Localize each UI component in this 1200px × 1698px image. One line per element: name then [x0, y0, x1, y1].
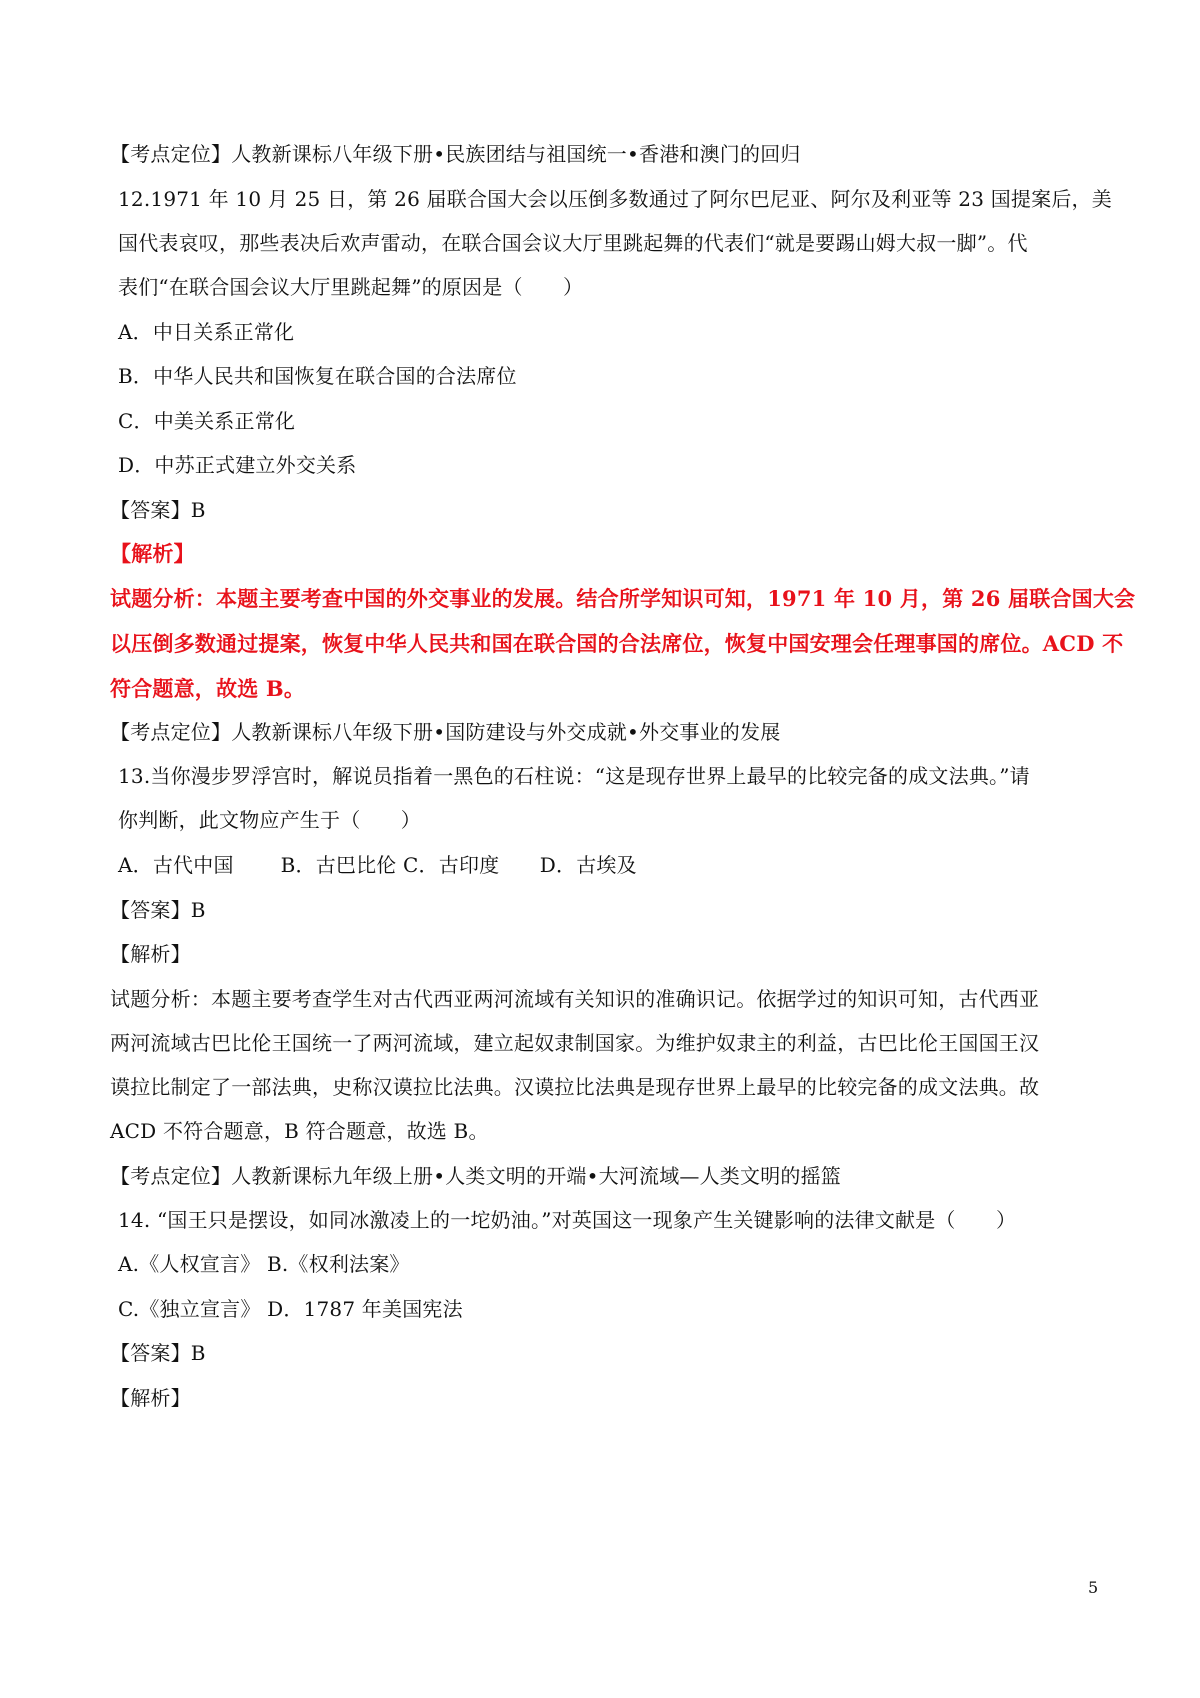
page-number: 5: [1088, 1578, 1099, 1597]
question-12-line-1: 12.1971 年 10 月 25 日，第 26 届联合国大会以压倒多数通过了阿尔巴尼亚、阿尔及利亚等 23 国提案后，美: [118, 187, 1112, 211]
analysis-heading-q13: 【解析】: [110, 942, 191, 966]
question-13-line-2: 你判断，此文物应产生于（ ）: [118, 808, 421, 832]
analysis-q13-line-3: 谟拉比制定了一部法典，史称汉谟拉比法典。汉谟拉比法典是现存世界上最早的比较完备的成文法典。故: [110, 1075, 1040, 1099]
options-ab-q14: A.《人权宣言》 B.《权利法案》: [118, 1252, 410, 1276]
option-b-q12: B．中华人民共和国恢复在联合国的合法席位: [118, 364, 517, 388]
question-14: 14. “国王只是摆设，如同冰激凌上的一坨奶油。”对英国这一现象产生关键影响的法律文献是（ ）: [118, 1208, 1017, 1232]
options-q13: A．古代中国 B．古巴比伦 C．古印度 D．古埃及: [118, 853, 637, 877]
analysis-q13-line-2: 两河流域古巴比伦王国统一了两河流域，建立起奴隶制国家。为维护奴隶主的利益，古巴比伦王国国王汉: [110, 1031, 1040, 1055]
option-c-q12: C．中美关系正常化: [118, 409, 296, 433]
question-12-line-3: 表们“在联合国会议大厅里跳起舞”的原因是（ ）: [118, 275, 584, 299]
option-a-q12: A．中日关系正常化: [118, 320, 295, 344]
analysis-q13-line-4: ACD 不符合题意，B 符合题意，故选 B。: [110, 1119, 489, 1143]
kaodian-q12: 【考点定位】人教新课标八年级下册•国防建设与外交成就•外交事业的发展: [110, 720, 781, 744]
option-d-q12: D．中苏正式建立外交关系: [118, 453, 357, 477]
analysis-q12-line-3: 符合题意，故选 B。: [110, 676, 306, 701]
analysis-heading-q12: 【解析】: [110, 541, 195, 566]
analysis-q12-line-2: 以压倒多数通过提案，恢复中华人民共和国在联合国的合法席位，恢复中国安理会任理事国的席位。ACD 不: [110, 631, 1124, 656]
kaodian-q11: 【考点定位】人教新课标八年级下册•民族团结与祖国统一•香港和澳门的回归: [110, 142, 801, 166]
analysis-q12-line-1: 试题分析：本题主要考查中国的外交事业的发展。结合所学知识可知，1971 年 10 月，第 26 届联合国大会: [110, 586, 1136, 611]
answer-q14: 【答案】B: [110, 1341, 206, 1365]
analysis-q13-line-1: 试题分析：本题主要考查学生对古代西亚两河流域有关知识的准确识记。依据学过的知识可知，古代西亚: [110, 987, 1040, 1011]
question-12-line-2: 国代表哀叹，那些表决后欢声雷动，在联合国会议大厅里跳起舞的代表们“就是要踢山姆大叔一脚”。代: [118, 231, 1028, 255]
answer-q13: 【答案】B: [110, 898, 206, 922]
kaodian-q13: 【考点定位】人教新课标九年级上册•人类文明的开端•大河流域—人类文明的摇篮: [110, 1164, 841, 1188]
question-13-line-1: 13.当你漫步罗浮宫时，解说员指着一黑色的石柱说：“这是现存世界上最早的比较完备的成文法典。”请: [118, 764, 1030, 788]
answer-q12: 【答案】B: [110, 498, 206, 522]
analysis-heading-q14: 【解析】: [110, 1386, 191, 1410]
options-cd-q14: C.《独立宣言》 D．1787 年美国宪法: [118, 1297, 463, 1321]
